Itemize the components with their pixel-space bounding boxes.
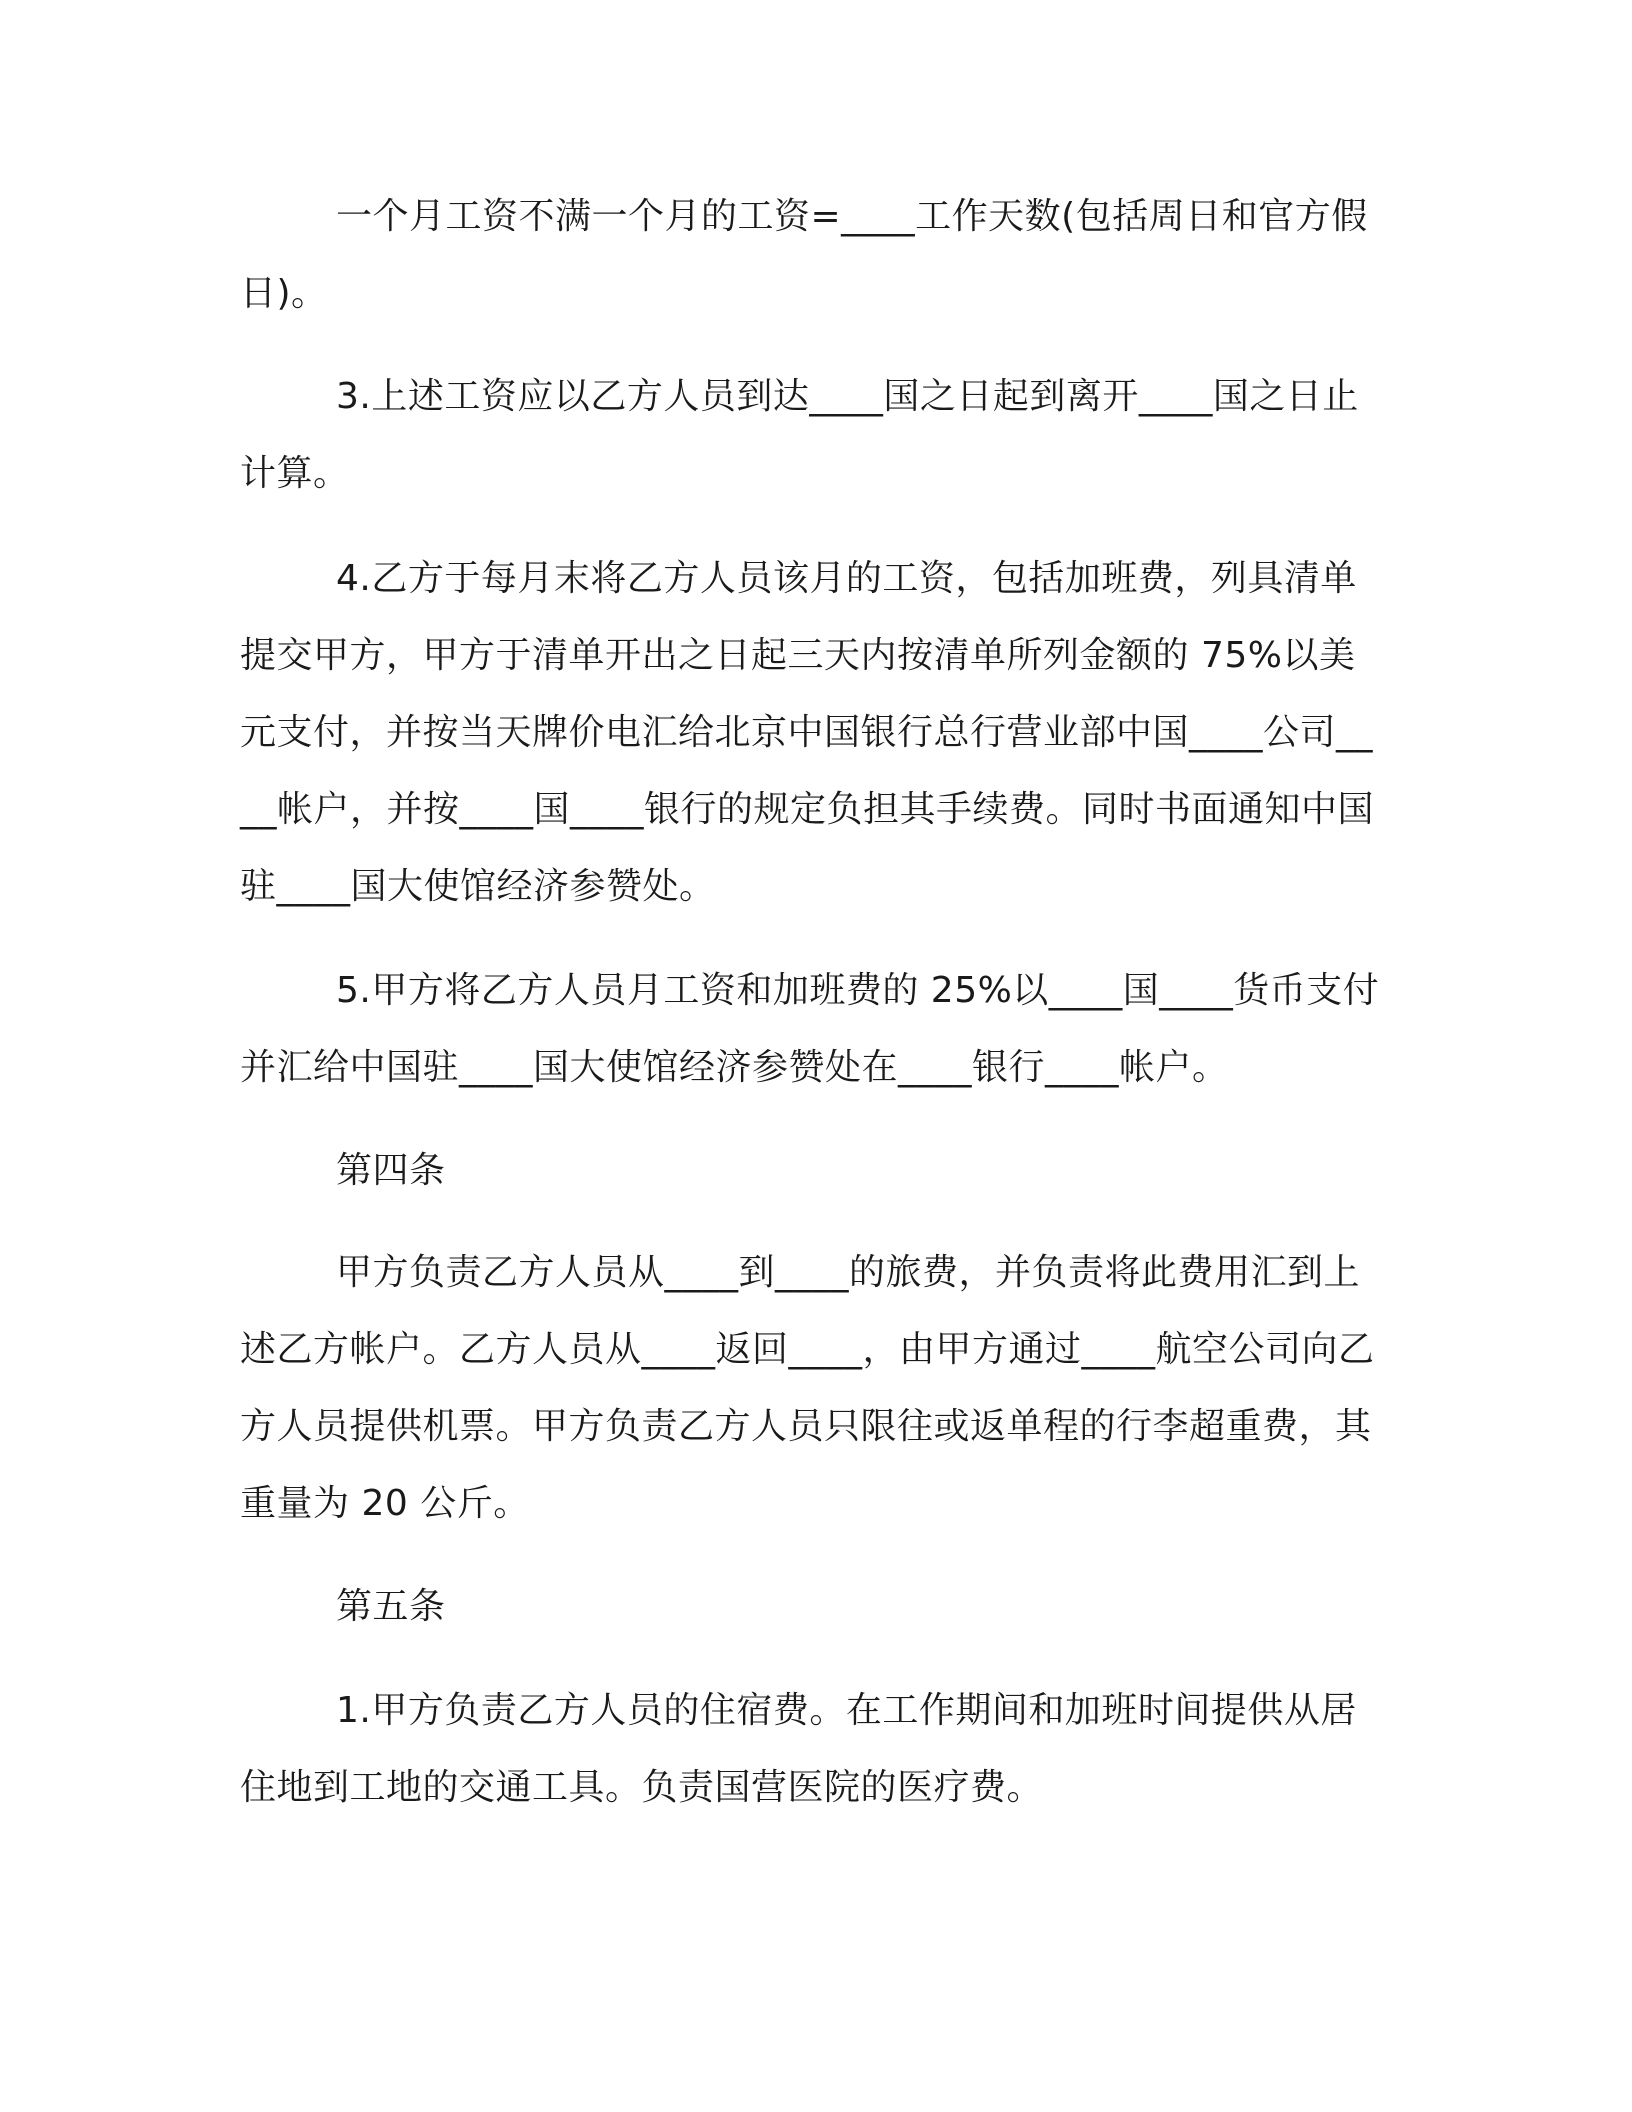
paragraph-clause-5-local-currency: 5.甲方将乙方人员月工资和加班费的 25%以____国____货币支付并汇给中国驻____国大使馆经济参赞处在____银行____帐户。 bbox=[240, 970, 1380, 1088]
paragraph-article-5-accommodation: 1.甲方负责乙方人员的住宿费。在工作期间和加班时间提供从居住地到工地的交通工具。负责国营医院的医疗费。 bbox=[240, 1690, 1357, 1808]
article-5-heading: 第五条 bbox=[336, 1586, 446, 1627]
article-4-heading: 第四条 bbox=[336, 1150, 446, 1191]
paragraph-monthly-wage-formula: 一个月工资不满一个月的工资=____工作天数(包括周日和官方假日)。 bbox=[240, 196, 1368, 314]
paragraph-clause-4-payment: 4.乙方于每月末将乙方人员该月的工资，包括加班费，列具清单提交甲方，甲方于清单开出之日起三天内按清单所列金额的 75%以美元支付，并按当天牌价电汇给北京中国银行总行营业部中国____公司____帐户，并按____国____银行的规定负担其手续费。同时书面通知中国驻____国大使馆经济参赞处。 bbox=[240, 558, 1375, 907]
paragraph-article-4-travel: 甲方负责乙方人员从____到____的旅费，并负责将此费用汇到上述乙方帐户。乙方人员从____返回____，由甲方通过____航空公司向乙方人员提供机票。甲方负责乙方人员只限往或返单程的行李超重费，其重量为 20 公斤。 bbox=[240, 1252, 1375, 1524]
paragraph-clause-3-wage-period: 3.上述工资应以乙方人员到达____国之日起到离开____国之日止计算。 bbox=[240, 376, 1359, 494]
